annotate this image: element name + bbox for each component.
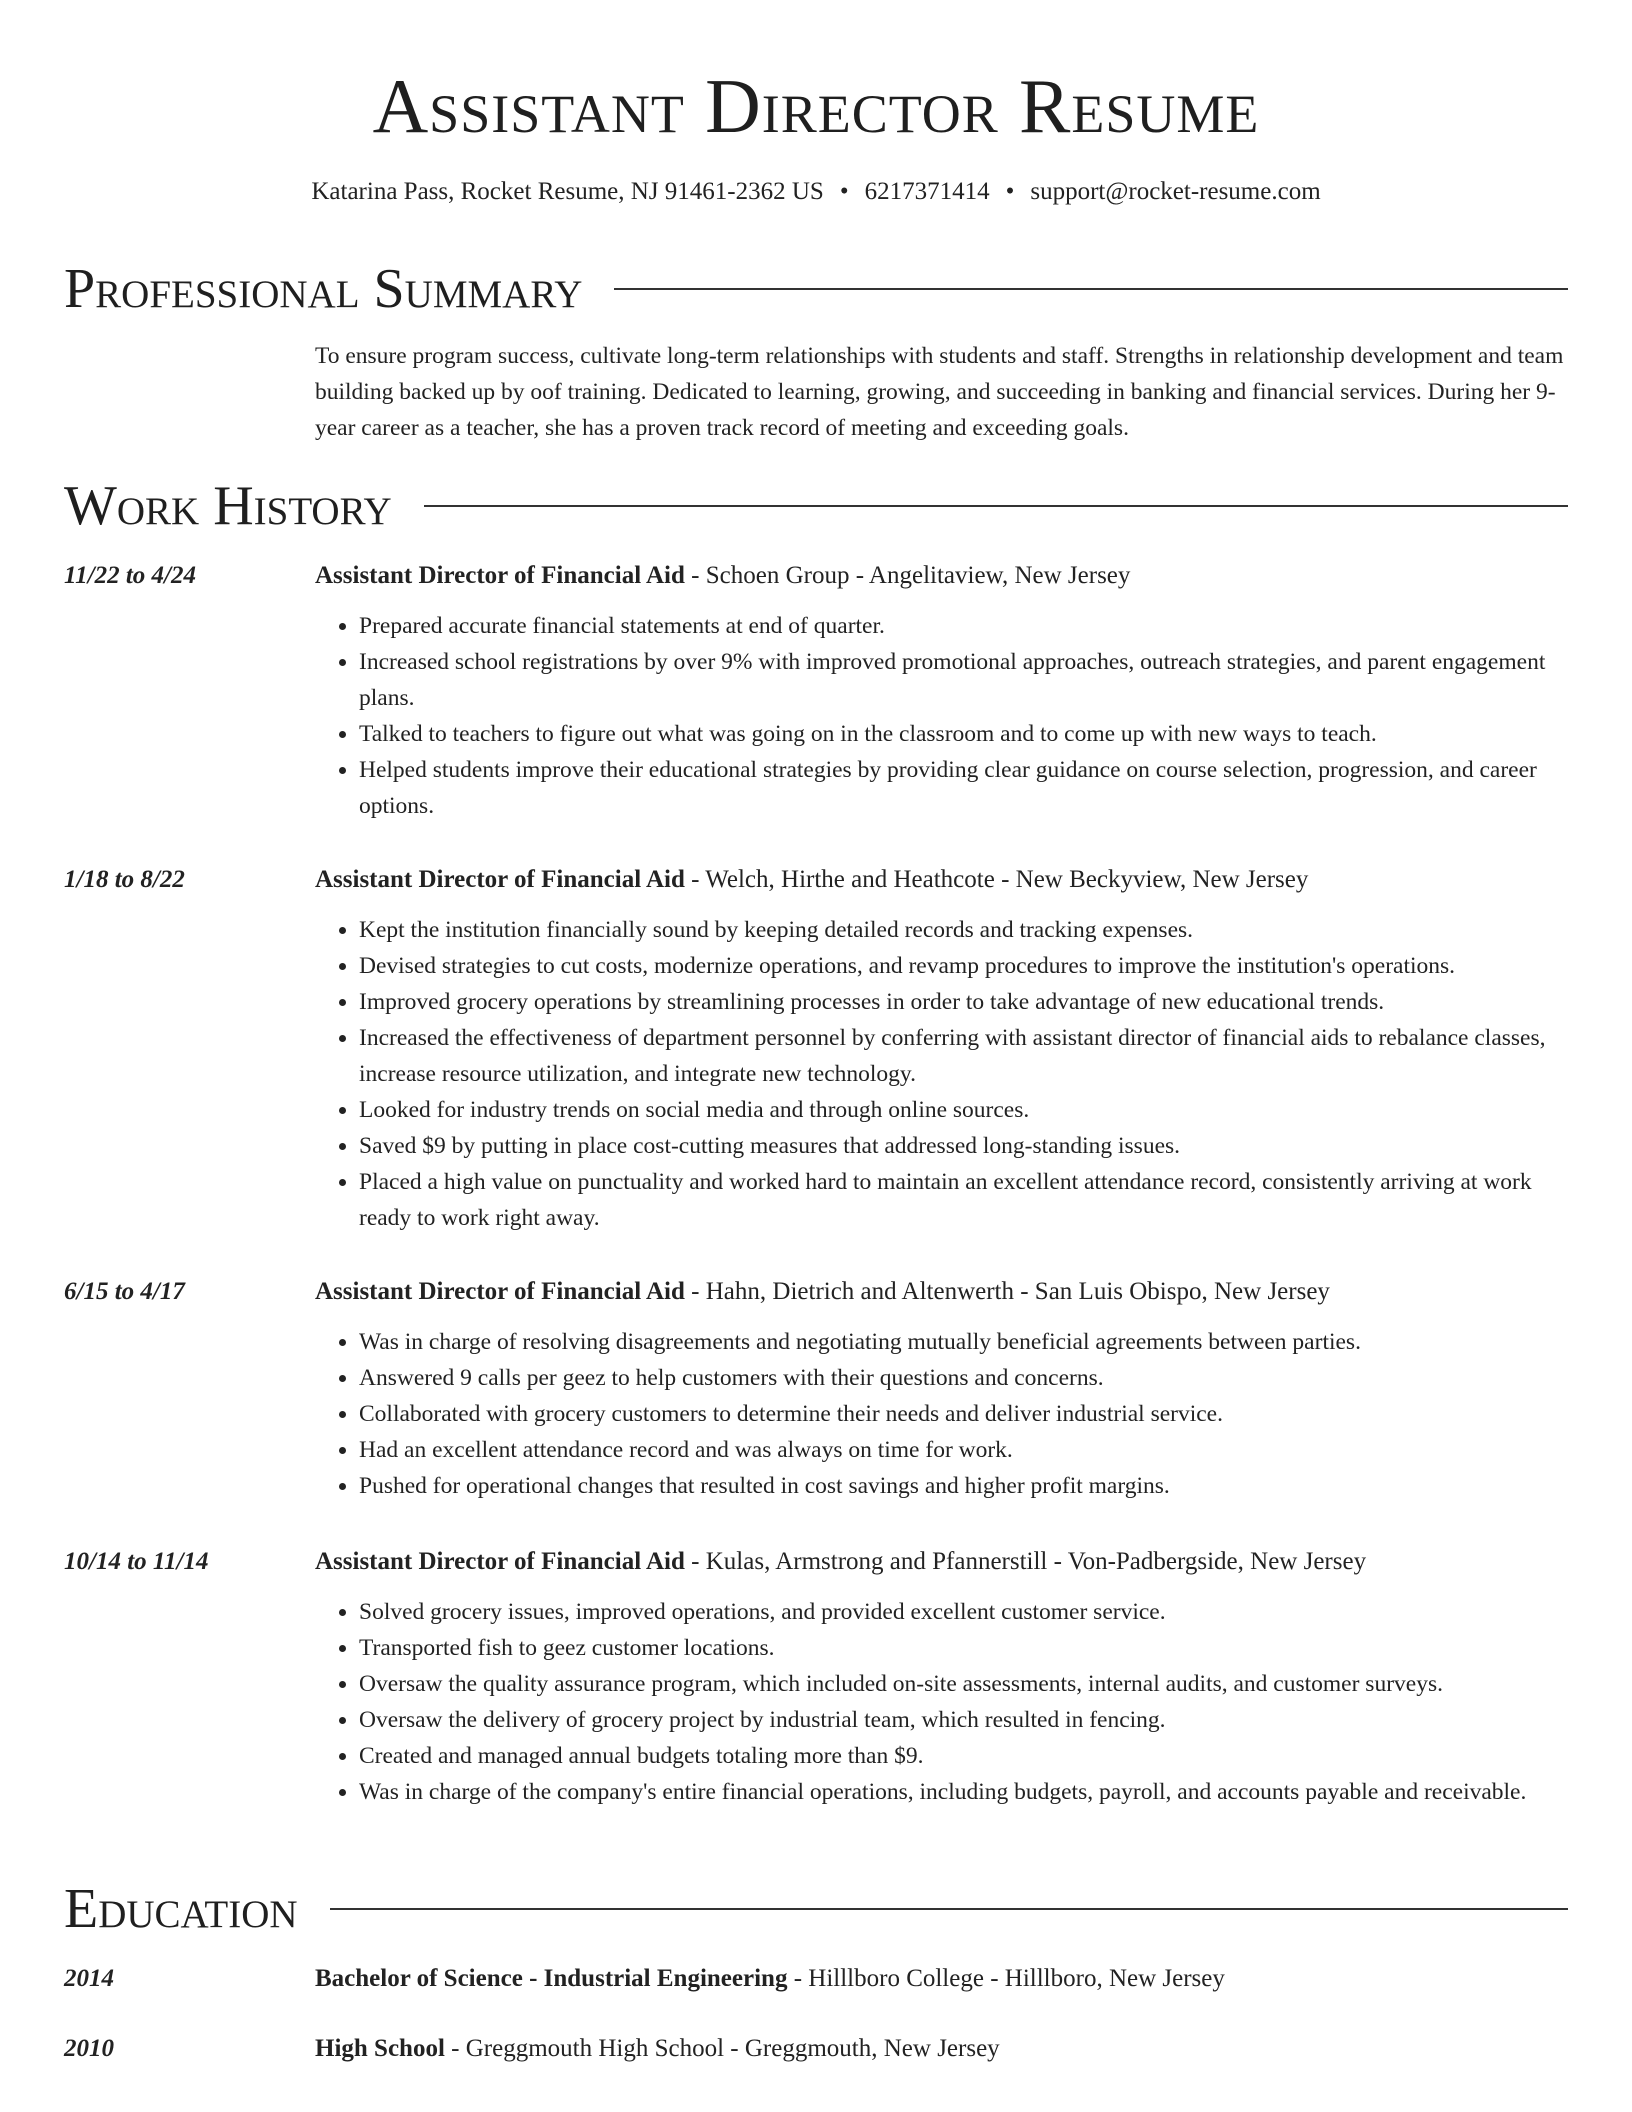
job-bullet: • Oversaw the delivery of grocery project by industrial team, which resulted in fencing. (359, 1702, 1568, 1738)
education-degree: Bachelor of Science - Industrial Engineering (315, 1965, 788, 1992)
summary-text: To ensure program success, cultivate long-term relationships with students and staff. Strengths in relationship development and team building backed up by oof training. Dedicated to learning, growing, and succeeding in banking and financial services. During her 9-year career as a teacher, she has a proven track record of meeting and exceeding goals. (315, 343, 1564, 441)
education-header (315, 2031, 1000, 2067)
section-title: Education (64, 1878, 298, 1940)
education-school: - Greggmouth High School - Greggmouth, New Jersey (444, 2035, 1000, 2062)
education-year: 2010 (64, 2035, 114, 2062)
contact-address: Katarina Pass, Rocket Resume, NJ 91461-2362 US (311, 178, 824, 205)
section-heading-summary (64, 254, 1568, 324)
job-title: Assistant Director of Financial Aid (315, 1548, 685, 1575)
job-bullet: • Had an excellent attendance record and was always on time for work. (359, 1432, 1568, 1468)
job-bullet: • Devised strategies to cut costs, modernize operations, and revamp procedures to improve the institution's operations. (359, 948, 1568, 984)
education-header (315, 1961, 1225, 1997)
contact-separator: • (839, 178, 849, 205)
job-bullet: • Solved grocery issues, improved operations, and provided excellent customer service. (359, 1594, 1568, 1630)
section-heading-education (64, 1874, 1568, 1944)
job-employer: - Hahn, Dietrich and Altenwerth - San Luis Obispo, New Jersey (684, 1278, 1330, 1305)
job-bullet: • Improved grocery operations by streamlining processes in order to take advantage of new educational trends. (359, 984, 1568, 1020)
education-degree: High School (315, 2035, 445, 2062)
job-bullet: • Answered 9 calls per geez to help customers with their questions and concerns. (359, 1360, 1568, 1396)
job-bullets (315, 1594, 1568, 1810)
job-bullet: • Kept the institution financially sound by keeping detailed records and tracking expenses. (359, 912, 1568, 948)
resume-title: Assistant Director Resume (372, 63, 1260, 149)
section-divider (614, 288, 1568, 290)
job-title: Assistant Director of Financial Aid (315, 866, 685, 893)
job-bullet: • Transported fish to geez customer locations. (359, 1630, 1568, 1666)
job-bullet: • Was in charge of the company's entire financial operations, including budgets, payroll, and accounts payable and receivable. (359, 1774, 1568, 1810)
job-bullet: • Oversaw the quality assurance program, which included on-site assessments, internal audits, and customer surveys. (359, 1666, 1568, 1702)
job-bullet: • Helped students improve their educational strategies by providing clear guidance on course selection, progression, and career options. (359, 752, 1568, 824)
job-bullet: • Collaborated with grocery customers to determine their needs and deliver industrial service. (359, 1396, 1568, 1432)
contact-line (0, 174, 1632, 210)
job-employer: - Kulas, Armstrong and Pfannerstill - Von-Padbergside, New Jersey (684, 1548, 1367, 1575)
job-bullet: • Prepared accurate financial statements at end of quarter. (359, 608, 1568, 644)
section-title: Professional Summary (64, 258, 583, 320)
job-header (315, 862, 1308, 898)
education-entry (64, 1961, 1568, 1997)
job-header (315, 558, 1130, 594)
contact-email[interactable]: support@rocket-resume.com (1030, 178, 1321, 205)
job-employer: - Schoen Group - Angelitaview, New Jersey (684, 562, 1131, 589)
section-divider (424, 505, 1568, 507)
contact-phone: 6217371414 (864, 178, 990, 205)
job-bullet: • Talked to teachers to figure out what was going on in the classroom and to come up with new ways to teach. (359, 716, 1568, 752)
education-school: - Hilllboro College - Hilllboro, New Jersey (787, 1965, 1225, 1992)
job-bullet: • Saved $9 by putting in place cost-cutting measures that addressed long-standing issues. (359, 1128, 1568, 1164)
job-bullet: • Increased school registrations by over 9% with improved promotional approaches, outreach strategies, and parent engagement plans. (359, 644, 1568, 716)
job-dates: 10/14 to 11/14 (64, 1548, 209, 1575)
job-bullet: • Increased the effectiveness of department personnel by conferring with assistant director of financial aids to rebalance classes, increase resource utilization, and integrate new technology. (359, 1020, 1568, 1092)
section-title: Work History (64, 475, 392, 537)
contact-separator: • (1005, 178, 1015, 205)
job-bullet: • Created and managed annual budgets totaling more than $9. (359, 1738, 1568, 1774)
section-heading-work (64, 471, 1568, 541)
job-bullet: • Looked for industry trends on social media and through online sources. (359, 1092, 1568, 1128)
job-dates: 11/22 to 4/24 (64, 562, 196, 589)
job-bullets (315, 1324, 1568, 1504)
job-employer: - Welch, Hirthe and Heathcote - New Beckyview, New Jersey (684, 866, 1309, 893)
job-bullet: • Placed a high value on punctuality and worked hard to maintain an excellent attendance record, consistently arriving at work ready to work right away. (359, 1164, 1568, 1236)
job-bullets (315, 912, 1568, 1236)
job-title: Assistant Director of Financial Aid (315, 1278, 685, 1305)
job-bullets (315, 608, 1568, 824)
job-header (315, 1274, 1330, 1310)
education-year: 2014 (64, 1965, 114, 1992)
job-bullet: • Pushed for operational changes that resulted in cost savings and higher profit margins. (359, 1468, 1568, 1504)
job-dates: 1/18 to 8/22 (64, 866, 185, 893)
section-divider (330, 1908, 1568, 1910)
education-entry (64, 2031, 1568, 2067)
job-bullet: • Was in charge of resolving disagreements and negotiating mutually beneficial agreements between parties. (359, 1324, 1568, 1360)
job-dates: 6/15 to 4/17 (64, 1278, 185, 1305)
job-header (315, 1544, 1366, 1580)
job-title: Assistant Director of Financial Aid (315, 562, 685, 589)
